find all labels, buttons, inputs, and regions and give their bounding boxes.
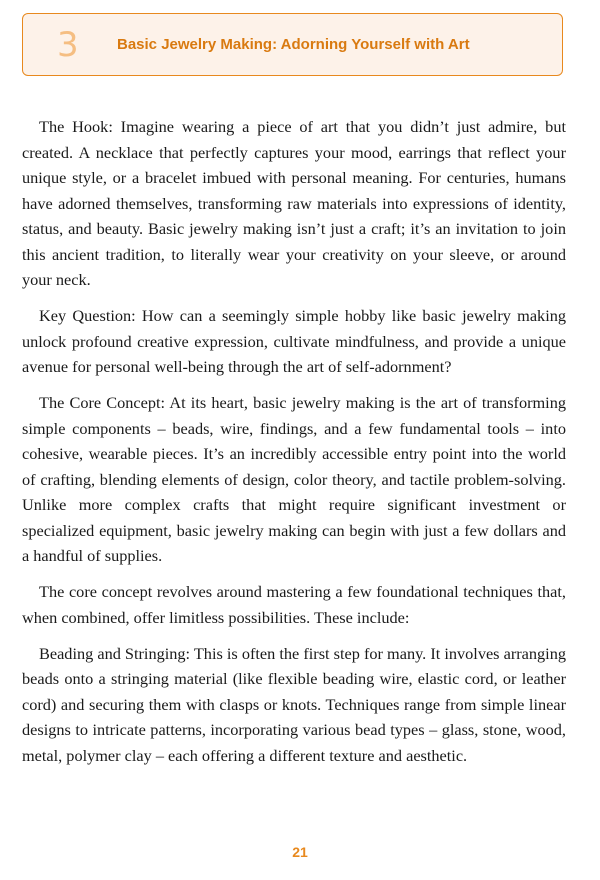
paragraph-beading-stringing: Beading and Stringing: This is often the first step for many. It involves arranging beads onto a stringing material (like flexible beading wire, elastic cord, or leather cord) and securing them with clasps or knots. Techniques range from simple linear designs to intricate patterns, incorporating various bead types – glass, stone, wood, metal, polymer clay – each offering a different texture and aesthetic.	[22, 643, 566, 765]
page-number: 21	[292, 844, 308, 860]
paragraph-key-question: Key Question: How can a seemingly simple hobby like basic jewelry making unlock profound creative expression, cultivate mindfulness, and provide a unique avenue for personal well-being through the art of self-adornment?	[22, 306, 566, 376]
paragraph-core-concept: The Core Concept: At its heart, basic jewelry making is the art of transforming simple components – beads, wire, findings, and a few fundamental tools – into cohesive, wearable pieces. It’s an incredibly accessible entry point into the world of crafting, blending elements of design, color theory, and tactile problem-solving. Unlike more complex crafts that might require significant investment or specialized equipment, basic jewelry making can begin with just a few dollars and a handful of supplies.	[22, 393, 566, 565]
paragraph-techniques-intro: The core concept revolves around mastering a few foundational techniques that, when combined, offer limitless possibilities. These include:	[22, 582, 566, 627]
paragraph-hook: The Hook: Imagine wearing a piece of art that you didn’t just admire, but created. A necklace that perfectly captures your mood, earrings that reflect your unique style, or a bracelet imbued with personal meaning. For centuries, humans have adorned themselves, transforming raw materials into expressions of identity, status, and beauty. Basic jewelry making isn’t just a craft; it’s an invitation to join this ancient tradition, to literally wear your creativity on your sleeve, or around your neck.	[22, 117, 566, 289]
chapter-body	[22, 114, 566, 779]
chapter-number: 3	[57, 24, 79, 65]
chapter-header	[22, 13, 563, 76]
chapter-title: Basic Jewelry Making: Adorning Yourself with Art	[117, 36, 470, 53]
